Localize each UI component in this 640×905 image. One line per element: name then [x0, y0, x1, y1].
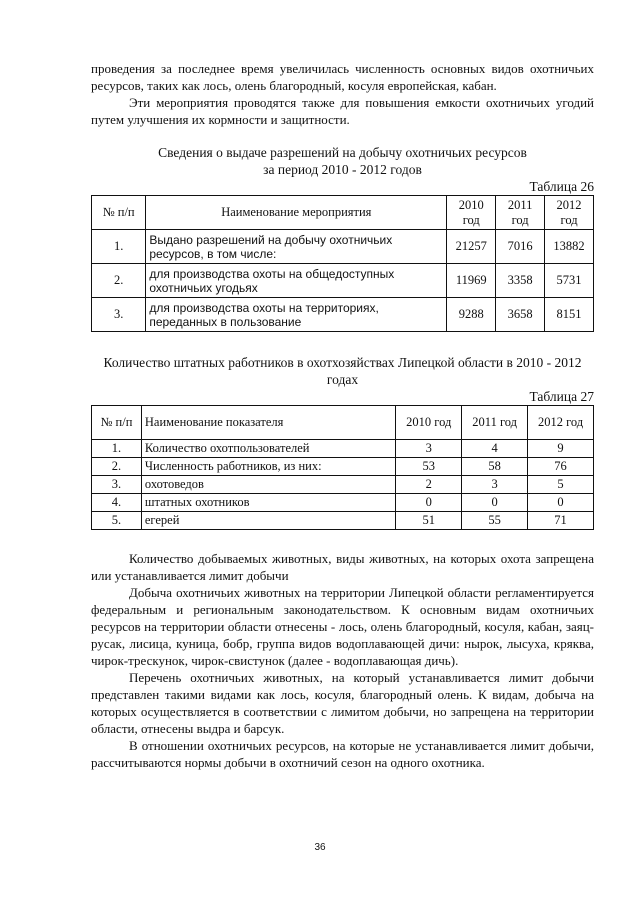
table26-header-name: Наименование мероприятия: [146, 196, 447, 230]
table27-header-2012: 2012 год: [528, 406, 594, 440]
table26-header-2012: 2012 год: [545, 196, 594, 230]
table-27: [91, 405, 594, 530]
table-cell: охотоведов: [141, 476, 395, 494]
table-cell: 21257: [447, 230, 496, 264]
table-cell: Выдано разрешений на добычу охотничьих ресурсов, в том числе:: [146, 230, 447, 264]
table-cell: 7016: [496, 230, 545, 264]
table-row: [92, 264, 594, 298]
table27-header-num: № п/п: [92, 406, 142, 440]
table-cell: 1.: [92, 440, 142, 458]
paragraph-2: Эти мероприятия проводятся также для повышения емкости охотничьих угодий путем улучшения их кормности и защитности.: [91, 95, 594, 127]
paragraph-6: В отношении охотничьих ресурсов, на которые не устанавливается лимит добычи, рассчитываются нормы добычи в охотничий сезон на одного охотника.: [91, 738, 594, 770]
table27-header-row: [92, 406, 594, 440]
table-cell: 2: [396, 476, 462, 494]
table-cell: 9: [528, 440, 594, 458]
page-number: 36: [314, 842, 326, 853]
table-cell: 1.: [92, 230, 146, 264]
table-row: [92, 230, 594, 264]
table-cell: Численность работников, из них:: [141, 458, 395, 476]
paragraph-5: Перечень охотничьих животных, на который устанавливается лимит добычи представлен такими видами как лось, косуля, благородный олень. К видам, добыча на которых осуществляется в соответствии с лимитом добычи, но запрещена на территории области, отнесены выдра и барсук.: [91, 670, 594, 736]
table-cell: для производства охоты на общедоступных охотничьих угодьях: [146, 264, 447, 298]
table-cell: 0: [528, 494, 594, 512]
page-content: [91, 60, 594, 771]
table-cell: 55: [462, 512, 528, 530]
table-cell: 3: [396, 440, 462, 458]
table27-title: Количество штатных работников в охотхозяйствах Липецкой области в 2010 - 2012 годах: [103, 355, 582, 387]
table-row: [92, 298, 594, 332]
table-cell: 3358: [496, 264, 545, 298]
table-cell: 3658: [496, 298, 545, 332]
table-row: [92, 512, 594, 530]
table-cell: 5731: [545, 264, 594, 298]
table-cell: штатных охотников: [141, 494, 395, 512]
table27-header-2010: 2010 год: [396, 406, 462, 440]
table-cell: 0: [396, 494, 462, 512]
table-row: [92, 440, 594, 458]
table-cell: 0: [462, 494, 528, 512]
table-cell: 71: [528, 512, 594, 530]
table26-header-row: [92, 196, 594, 230]
table27-label: Таблица 27: [529, 389, 594, 404]
table-cell: 2.: [92, 458, 142, 476]
table26-header-2011: 2011 год: [496, 196, 545, 230]
table-cell: 53: [396, 458, 462, 476]
table-cell: 3.: [92, 476, 142, 494]
table27-header-2011: 2011 год: [462, 406, 528, 440]
table-cell: 3: [462, 476, 528, 494]
table-26: [91, 195, 594, 332]
table27-header-name: Наименование показателя: [141, 406, 395, 440]
table-cell: 76: [528, 458, 594, 476]
table-row: [92, 494, 594, 512]
table-cell: 5: [528, 476, 594, 494]
table-cell: для производства охоты на территориях, переданных в пользование: [146, 298, 447, 332]
table-cell: 3.: [92, 298, 146, 332]
table26-header-2010: 2010 год: [447, 196, 496, 230]
table26-label: Таблица 26: [529, 179, 594, 194]
table-cell: 58: [462, 458, 528, 476]
table-cell: 2.: [92, 264, 146, 298]
table-cell: 8151: [545, 298, 594, 332]
table-cell: Количество охотпользователей: [141, 440, 395, 458]
table-cell: 9288: [447, 298, 496, 332]
table-cell: 4: [462, 440, 528, 458]
table-cell: 4.: [92, 494, 142, 512]
paragraph-3: Количество добываемых животных, виды животных, на которых охота запрещена или устанавливается лимит добычи: [91, 551, 594, 583]
table-cell: 5.: [92, 512, 142, 530]
table-cell: 13882: [545, 230, 594, 264]
table-cell: 51: [396, 512, 462, 530]
table-cell: егерей: [141, 512, 395, 530]
table26-title: Сведения о выдаче разрешений на добычу охотничьих ресурсов за период 2010 - 2012 годов: [158, 145, 527, 177]
paragraph-4: Добыча охотничьих животных на территории Липецкой области регламентируется федеральным и региональным законодательством. К основным видам охотничьих ресурсов на территории области отнесены - лось, олень благородный, косуля, кабан, заяц-русак, лисица, куница, бобр, группа видов водоплавающей дичи: нырок, лысуха, кряква, чирок-трескунок, чирок-свистунок (далее - водоплавающая дичь).: [91, 585, 594, 668]
table-cell: 11969: [447, 264, 496, 298]
table-row: [92, 458, 594, 476]
table-row: [92, 476, 594, 494]
paragraph-1: проведения за последнее время увеличилась численность основных видов охотничьих ресурсов, таких как лось, олень благородный, косуля европейская, кабан.: [91, 61, 594, 93]
table26-header-num: № п/п: [92, 196, 146, 230]
